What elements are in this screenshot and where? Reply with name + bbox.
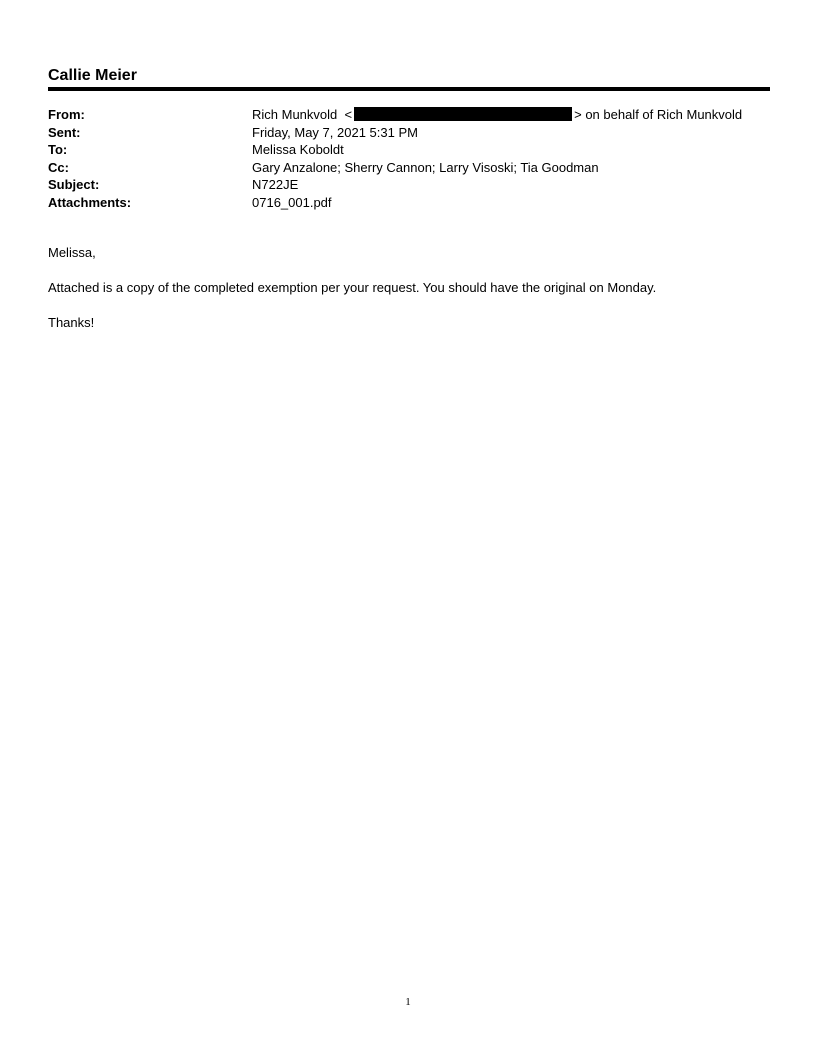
email-greeting: Melissa, <box>48 245 96 260</box>
email-message: Attached is a copy of the completed exemption per your request. You should have the original on Monday. <box>48 280 657 295</box>
sent-label: Sent: <box>48 124 81 140</box>
subject-row <box>48 176 770 194</box>
attachments-row <box>48 194 770 212</box>
header-divider <box>48 87 770 91</box>
subject-value: N722JE <box>252 177 299 193</box>
to-value: Melissa Koboldt <box>252 142 344 158</box>
subject-label: Subject: <box>48 177 100 193</box>
from-row <box>48 106 770 124</box>
from-label: From: <box>48 107 85 122</box>
attachment-filename: 0716_001.pdf <box>252 194 332 210</box>
email-close-bracket: > <box>574 107 582 122</box>
cc-value: Gary Anzalone; Sherry Cannon; Larry Visoski; Tia Goodman <box>252 159 599 175</box>
sent-row <box>48 124 770 142</box>
to-label: To: <box>48 142 68 158</box>
sender-name: Rich Munkvold <box>252 107 338 122</box>
email-header-fields <box>48 106 770 212</box>
redacted-email-address <box>354 107 572 121</box>
cc-label: Cc: <box>48 159 69 175</box>
email-closing: Thanks! <box>48 315 95 330</box>
page-number: 1 <box>405 996 411 1008</box>
from-value <box>252 106 742 124</box>
to-row <box>48 141 770 159</box>
cc-row <box>48 159 770 177</box>
sent-value: Friday, May 7, 2021 5:31 PM <box>252 124 418 140</box>
email-body <box>48 244 770 349</box>
email-open-bracket: < <box>344 107 353 122</box>
page-owner-name: Callie Meier <box>48 67 137 84</box>
on-behalf-of: on behalf of Rich Munkvold <box>585 107 743 122</box>
attachments-label: Attachments: <box>48 194 132 210</box>
